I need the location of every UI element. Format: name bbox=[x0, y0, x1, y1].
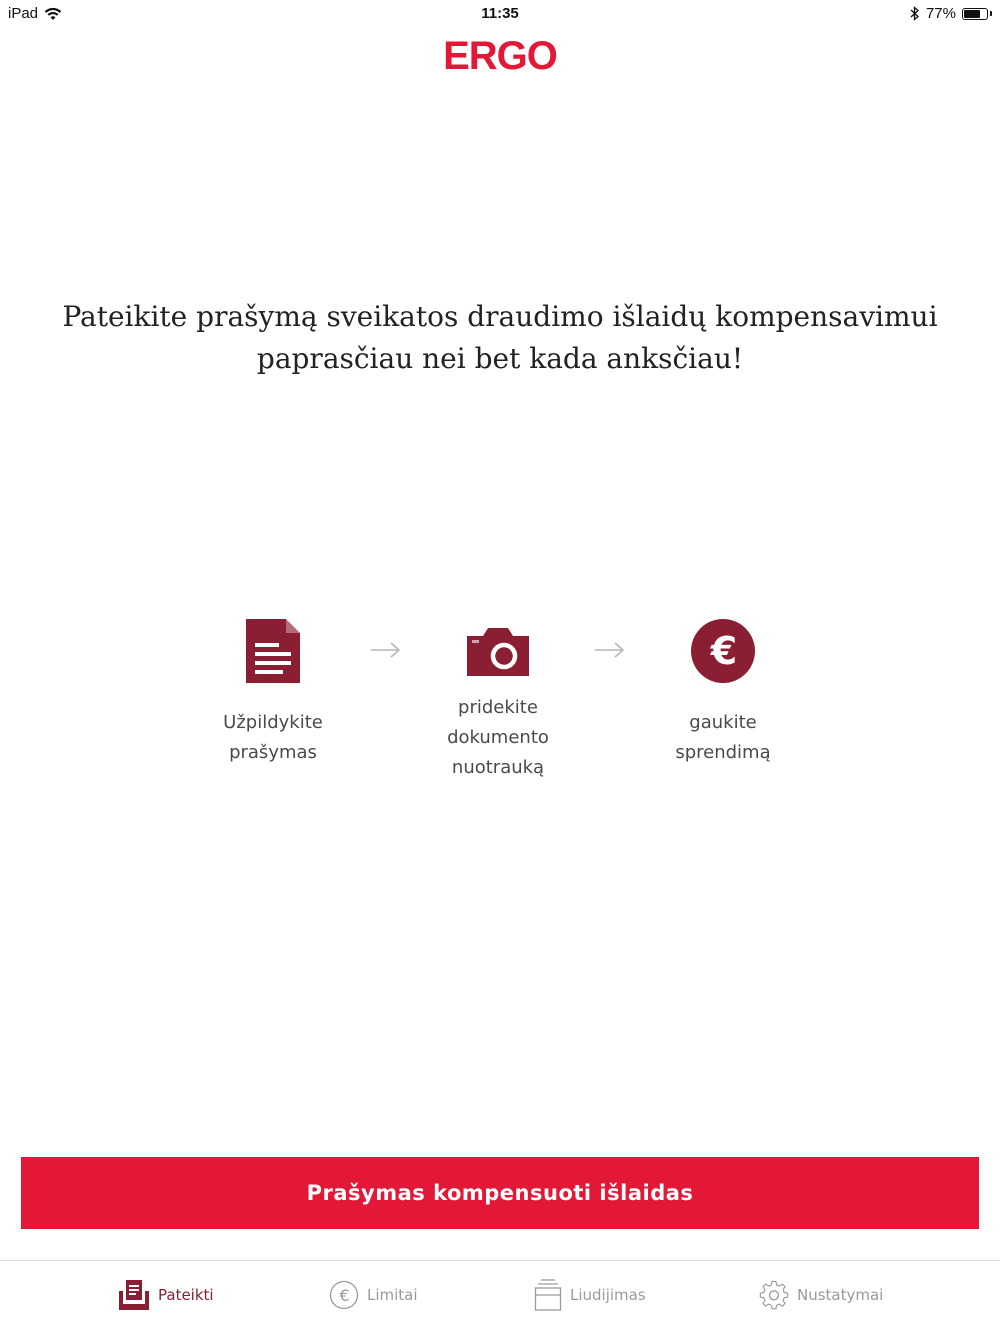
step-label-add-photo: pridekite dokumento nuotrauką bbox=[447, 697, 549, 778]
bluetooth-icon bbox=[910, 6, 920, 21]
step-fill-form bbox=[183, 616, 363, 768]
document-icon bbox=[238, 616, 308, 686]
battery-icon bbox=[962, 8, 988, 20]
tab-liudijimas[interactable] bbox=[534, 1275, 646, 1315]
arrow-right-icon bbox=[593, 640, 627, 660]
page-headline bbox=[50, 296, 950, 380]
tab-label-pateikti: Pateikti bbox=[158, 1286, 214, 1304]
tab-nustatymai[interactable] bbox=[759, 1275, 883, 1315]
step-label-fill-form: Užpildykite prašymas bbox=[223, 712, 323, 763]
tab-limitai[interactable] bbox=[329, 1275, 418, 1315]
tab-pateikti[interactable] bbox=[118, 1275, 214, 1315]
gear-icon bbox=[759, 1280, 789, 1310]
submit-claim-button[interactable]: Prašymas kompensuoti išlaidas bbox=[21, 1157, 979, 1229]
status-right bbox=[910, 5, 992, 22]
process-steps bbox=[0, 616, 1000, 816]
battery-percent: 77% bbox=[925, 5, 956, 22]
archive-icon bbox=[534, 1278, 562, 1312]
svg-text:€: € bbox=[710, 629, 738, 673]
headline-line-2: paprasčiau nei bet kada anksčiau! bbox=[256, 342, 744, 375]
headline-line-1: Pateikite prašymą sveikatos draudimo išlaidų kompensavimui bbox=[62, 300, 938, 333]
ergo-logo bbox=[0, 34, 1000, 78]
tab-label-limitai: Limitai bbox=[367, 1286, 418, 1304]
status-bar bbox=[0, 0, 1000, 28]
battery-level bbox=[964, 10, 980, 18]
submit-tray-icon bbox=[118, 1279, 150, 1311]
status-time: 11:35 bbox=[481, 5, 519, 22]
tab-label-liudijimas: Liudijimas bbox=[570, 1286, 646, 1304]
camera-icon bbox=[463, 616, 533, 686]
device-name: iPad bbox=[8, 5, 39, 22]
step-add-photo bbox=[408, 616, 588, 783]
arrow-right-icon bbox=[369, 640, 403, 660]
logo-text: ERGO bbox=[443, 34, 557, 78]
euro-circle-icon bbox=[329, 1280, 359, 1310]
tab-label-nustatymai: Nustatymai bbox=[797, 1286, 884, 1304]
battery-tip bbox=[990, 11, 992, 16]
step-label-get-decision: gaukite sprendimą bbox=[675, 712, 771, 763]
euro-icon bbox=[688, 616, 758, 686]
step-get-decision bbox=[633, 616, 813, 768]
svg-text:€: € bbox=[339, 1286, 350, 1305]
tab-bar bbox=[0, 1260, 1000, 1334]
